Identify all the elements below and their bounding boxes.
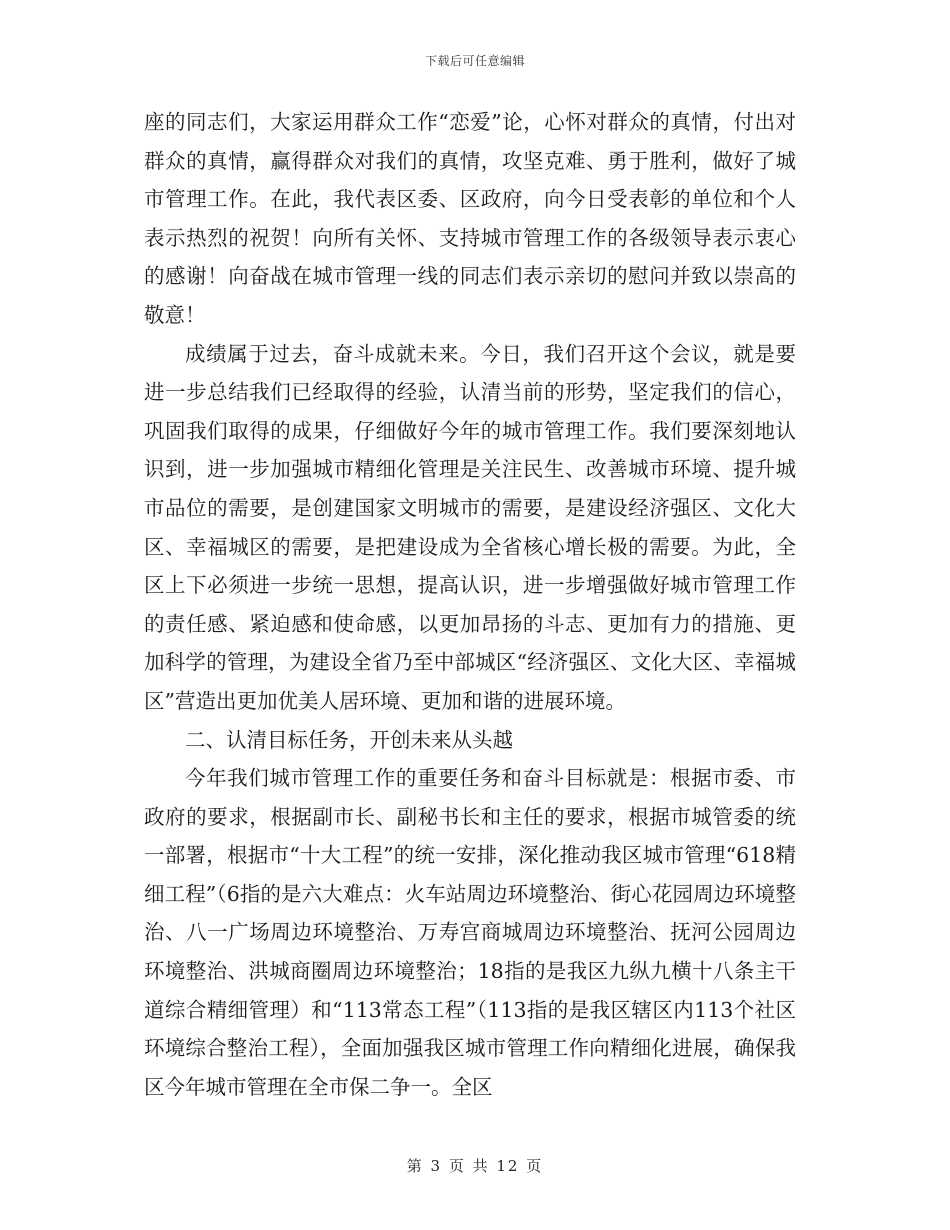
- paragraph-1: 座的同志们，大家运用群众工作“恋爱”论，心怀对群众的真情，付出对群众的真情，赢得群众对我们的真情，攻坚克难、勇于胜利，做好了城市管理工作。在此，我代表区委、区政府，向今日受表彰的单位和个人表示热烈的祝贺！向所有关怀、支持城市管理工作的各级领导表示衷心的感谢！向奋战在城市管理一线的同志们表示亲切的慰问并致以崇高的敬意！: [144, 110, 796, 327]
- paragraph-3: 今年我们城市管理工作的重要任务和奋斗目标就是：根据市委、市政府的要求，根据副市长、副秘书长和主任的要求，根据市城管委的统一部署，根据市“十大工程”的统一安排，深化推动我区城市管理“618精细工程”（6指的是六大难点：火车站周边环境整治、街心花园周边环境整治、八一广场周边环境整治、万寿宫商城周边环境整治、抚河公园周边环境整治、洪城商圈周边环境整治；18指的是我区九纵九横十八条主干道综合精细管理）和“113常态工程”（113指的是我区辖区内113个社区环境综合整治工程），全面加强我区城市管理工作向精细化进展，确保我区今年城市管理在全市保二争一。全区: [144, 766, 796, 1099]
- section-heading: 二、认清目标任务，开创未来从头越: [185, 727, 513, 752]
- page-header: 下载后可任意编辑: [424, 54, 525, 68]
- page-number: 第 3 页 共 12 页: [406, 1157, 544, 1175]
- paragraph-2: 成绩属于过去，奋斗成就未来。今日，我们召开这个会议，就是要进一步总结我们已经取得的经验，认清当前的形势，坚定我们的信心，巩固我们取得的成果，仔细做好今年的城市管理工作。我们要深刻地认识到，进一步加强城市精细化管理是关注民生、改善城市环境、提升城市品位的需要，是创建国家文明城市的需要，是建设经济强区、文化大区、幸福城区的需要，是把建设成为全省核心增长极的需要。为此，全区上下必须进一步统一思想，提高认识，进一步增强做好城市管理工作的责任感、紧迫感和使命感，以更加昂扬的斗志、更加有力的措施、更加科学的管理，为建设全省乃至中部城区“经济强区、文化大区、幸福城区”营造出更加优美人居环境、更加和谐的进展环境。: [144, 341, 796, 713]
- document-body: [144, 103, 796, 1106]
